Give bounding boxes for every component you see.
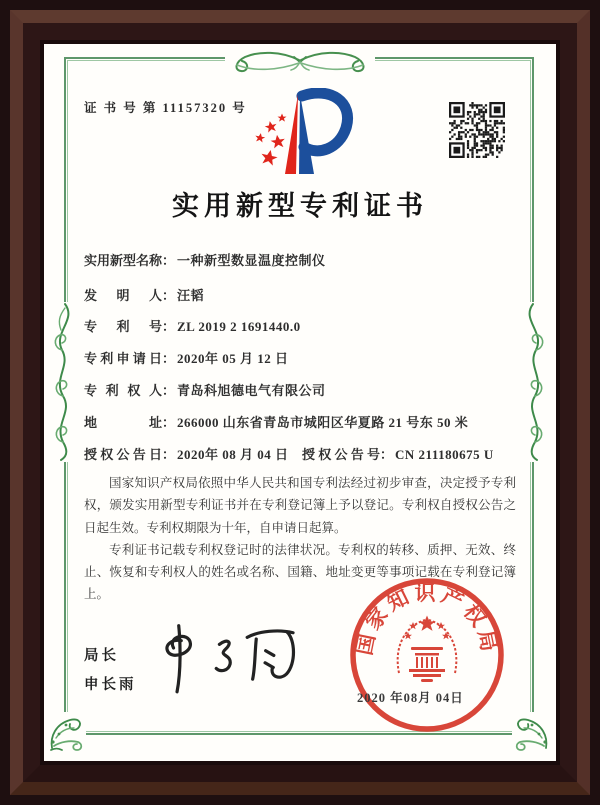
field-colon: ： bbox=[162, 415, 176, 430]
field-value: 汪韬 bbox=[177, 288, 205, 303]
legal-paragraph-2: 专利证书记载专利权登记时的法律状况。专利权的转移、质押、无效、终止、恢复和专利权人的姓名或名称、国籍、地址变更等事项记载在专利登记簿上。 bbox=[84, 542, 516, 602]
field-colon: ： bbox=[162, 447, 176, 462]
signer-title: 局长 bbox=[84, 648, 119, 664]
field-row-filing-date bbox=[84, 348, 526, 367]
grant-no-value: CN 211180675 U bbox=[395, 447, 494, 462]
bottom-left-floral-ornament bbox=[46, 712, 86, 754]
field-colon: ： bbox=[162, 319, 176, 334]
field-row-inventor bbox=[84, 285, 526, 304]
seal-date: 2020 年08月 04日 bbox=[357, 691, 464, 705]
certificate-title: 实用新型专利证书 bbox=[172, 191, 428, 221]
certificate-paper bbox=[44, 44, 556, 761]
left-flourish-ornament bbox=[49, 302, 79, 462]
grant-no-label: 授权公告号 bbox=[302, 447, 380, 462]
national-emblem bbox=[398, 616, 457, 683]
field-colon: ： bbox=[380, 447, 394, 462]
field-colon: ： bbox=[162, 351, 176, 366]
field-row-patentee bbox=[84, 380, 526, 399]
field-value: 2020年 05 月 12 日 bbox=[177, 351, 289, 366]
grant-date-label: 授权公告日 bbox=[84, 447, 162, 462]
field-value: ZL 2019 2 1691440.0 bbox=[177, 319, 301, 334]
cnipa-red-seal bbox=[347, 575, 507, 735]
field-row-name bbox=[84, 250, 526, 269]
grant-date-value: 2020年 08 月 04 日 bbox=[177, 447, 289, 462]
grant-no-group bbox=[302, 444, 494, 463]
bottom-right-floral-ornament bbox=[512, 712, 552, 754]
signer-name: 申长雨 bbox=[84, 677, 137, 693]
seal-text: 国家知识产权局 bbox=[351, 581, 503, 658]
field-label: 专利权人 bbox=[84, 383, 162, 398]
field-label: 发明人 bbox=[84, 288, 162, 303]
top-flourish-ornament bbox=[225, 44, 375, 78]
field-colon: ： bbox=[162, 288, 176, 303]
field-row-grant bbox=[84, 444, 526, 463]
field-value: 266000 山东省青岛市城阳区华夏路 21 号东 50 米 bbox=[177, 415, 469, 430]
field-label: 实用新型名称 bbox=[84, 253, 163, 268]
signature bbox=[142, 613, 315, 709]
field-value: 青岛科旭德电气有限公司 bbox=[177, 383, 326, 398]
legal-paragraph-1: 国家知识产权局依照中华人民共和国专利法经过初步审查，决定授予专利权，颁发实用新型专利证书并在专利登记簿上予以登记。专利权自授权公告之日起生效。专利权期限为十年，自申请日起算。 bbox=[84, 476, 516, 535]
field-label: 地址 bbox=[84, 415, 162, 430]
field-colon: ： bbox=[162, 253, 176, 268]
field-row-address bbox=[84, 412, 526, 431]
field-value: 一种新型数显温度控制仪 bbox=[177, 253, 326, 268]
certificate-number: 证 书 号 第 11157320 号 bbox=[84, 101, 247, 115]
field-label: 专利号 bbox=[84, 319, 162, 334]
signer-block bbox=[84, 642, 137, 700]
cnipa-logo bbox=[238, 88, 362, 178]
field-row-patent-no bbox=[84, 316, 526, 335]
field-colon: ： bbox=[162, 383, 176, 398]
qr-code bbox=[449, 102, 505, 158]
field-label: 专利申请日 bbox=[84, 351, 162, 366]
